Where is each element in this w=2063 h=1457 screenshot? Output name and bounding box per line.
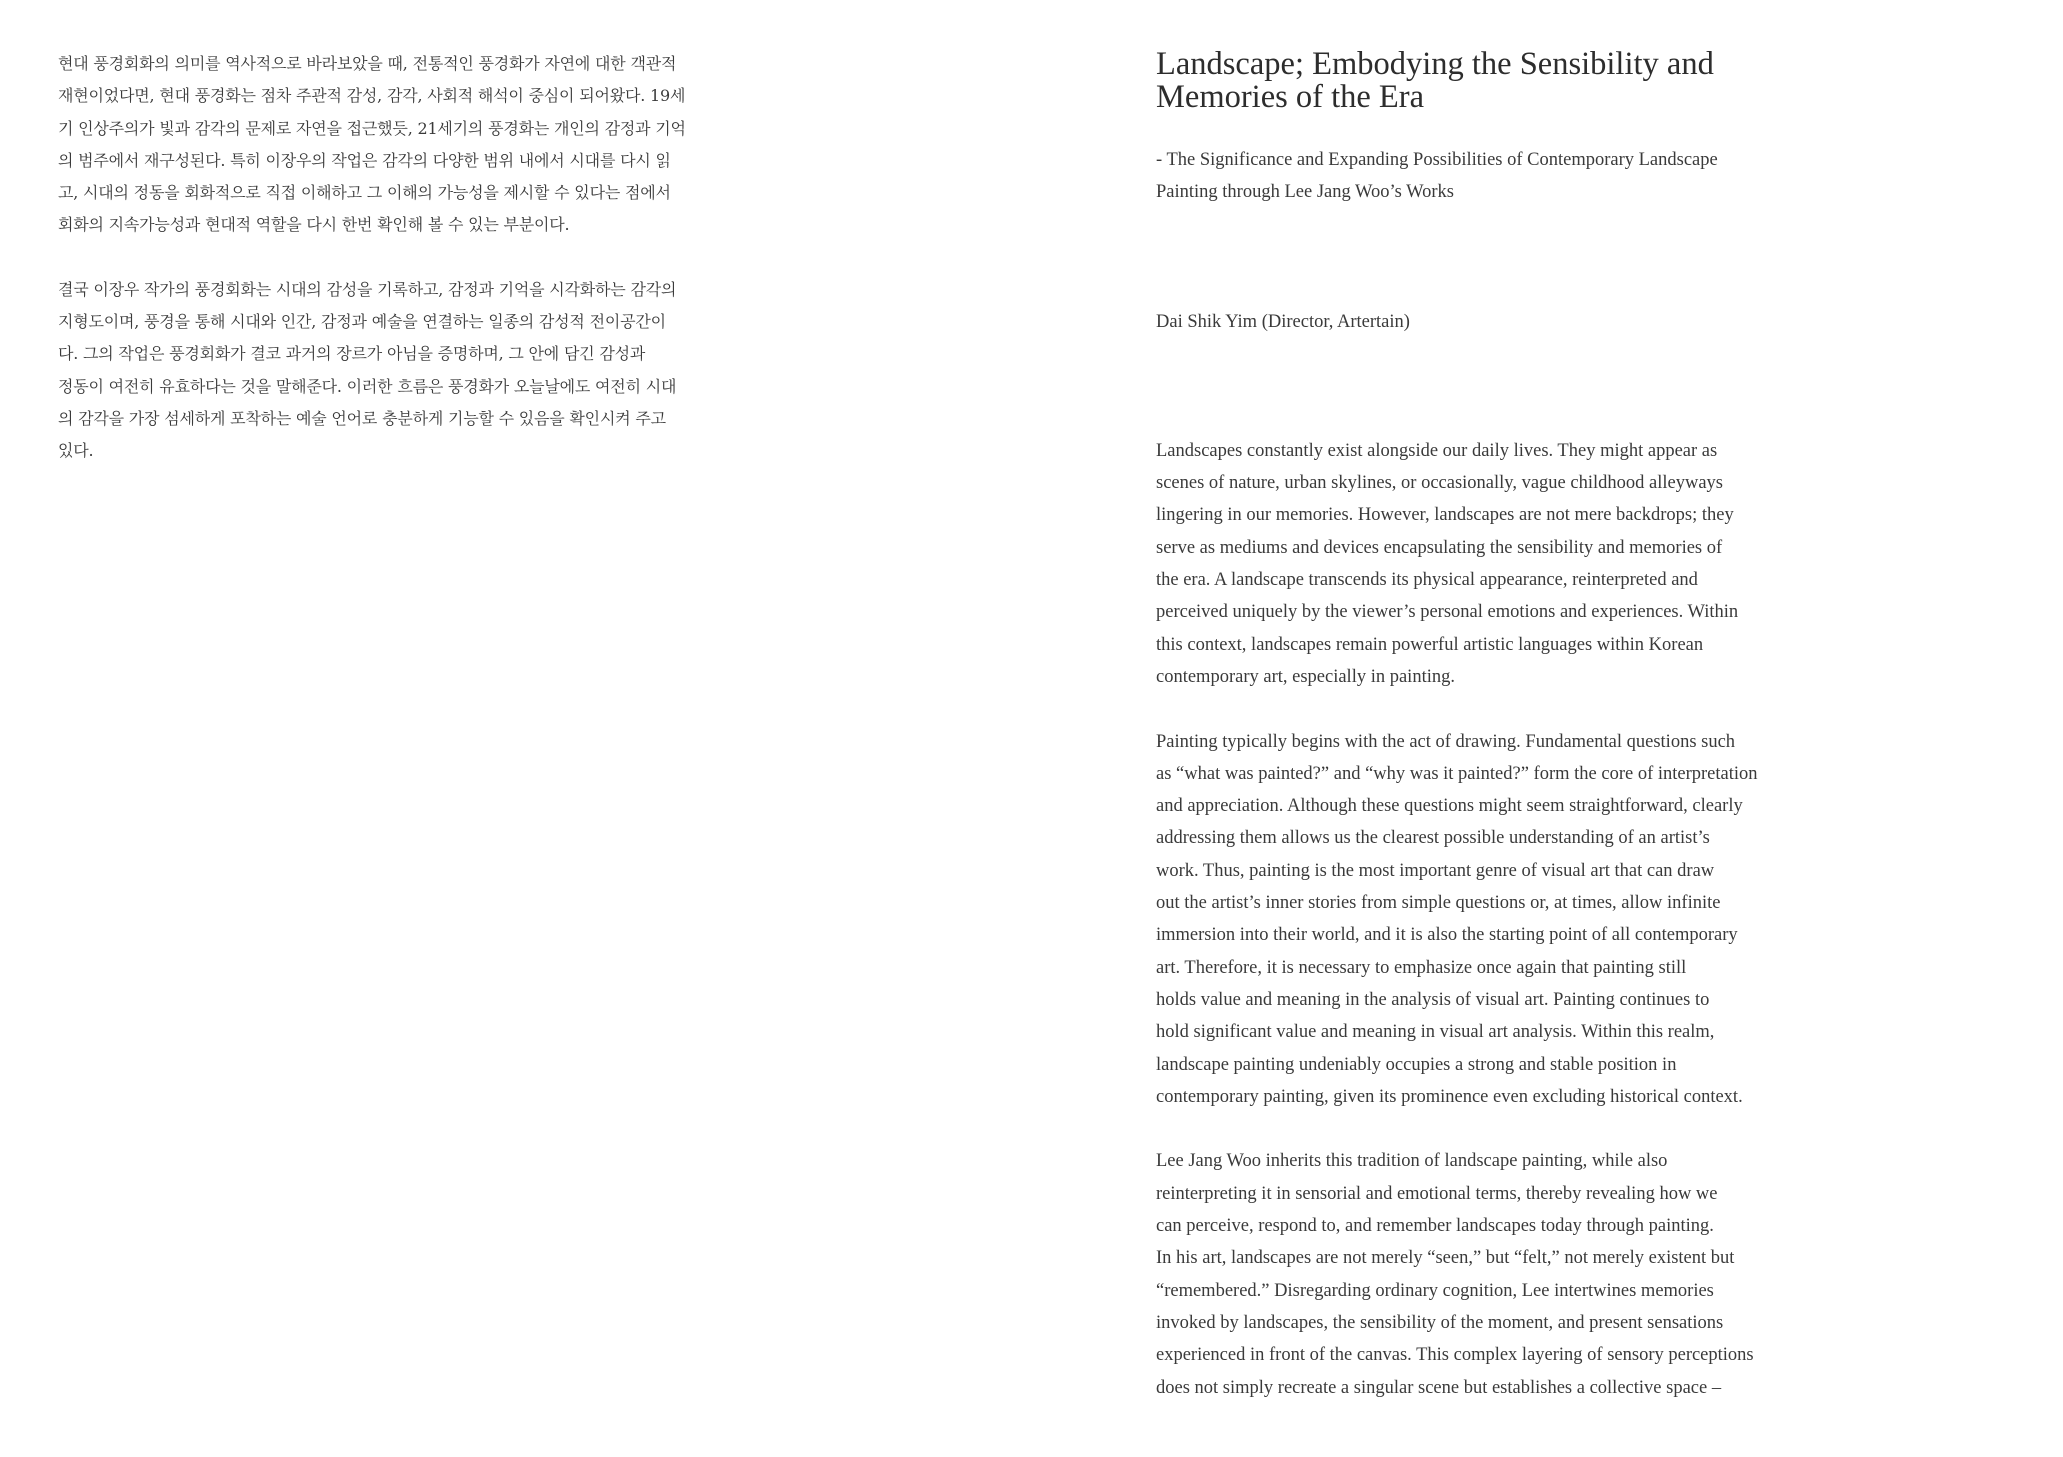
text-line: and appreciation. Although these questions might seem straightforward, clearly [1156, 796, 1743, 817]
text-line: 다. 그의 작업은 풍경회화가 결코 과거의 장르가 아님을 증명하며, 그 안에 담긴 감성과 [58, 344, 646, 364]
text-line: 결국 이장우 작가의 풍경회화는 시대의 감성을 기록하고, 감정과 기억을 시각화하는 감각의 [58, 279, 677, 299]
text-line: contemporary painting, given its prominence even excluding historical context. [1156, 1086, 1743, 1107]
text-line: perceived uniquely by the viewer’s personal emotions and experiences. Within [1156, 602, 1739, 623]
text-line: 회화의 지속가능성과 현대적 역할을 다시 한번 확인해 볼 수 있는 부분이다. [58, 215, 570, 235]
text-line: 의 감각을 가장 섬세하게 포착하는 예술 언어로 충분하게 기능할 수 있음을 확인시켜 주고 [58, 408, 666, 428]
body-paragraph-1 [1156, 435, 1816, 693]
text-line: Landscapes constantly exist alongside our daily lives. They might appear as [1156, 440, 1718, 461]
text-line: does not simply recreate a singular scene but establishes a collective space – [1156, 1377, 1722, 1398]
author-byline: Dai Shik Yim (Director, Artertain) [1156, 311, 1410, 332]
text-line: “remembered.” Disregarding ordinary cognition, Lee intertwines memories [1156, 1280, 1714, 1301]
text-line: as “what was painted?” and “why was it painted?” form the core of interpretation [1156, 763, 1758, 784]
article-body [1156, 435, 1816, 1404]
article-subtitle [1156, 144, 1816, 209]
text-line: 지형도이며, 풍경을 통해 시대와 인간, 감정과 예술을 연결하는 일종의 감성적 전이공간이 [58, 312, 666, 332]
text-line: 고, 시대의 정동을 회화적으로 직접 이해하고 그 이해의 가능성을 제시할 수 있다는 점에서 [58, 183, 671, 203]
text-line: experienced in front of the canvas. This complex layering of sensory perceptions [1156, 1345, 1754, 1366]
subtitle-line: - The Significance and Expanding Possibilities of Contemporary Landscape [1156, 150, 1718, 170]
text-line: 기 인상주의가 빛과 감각의 문제로 자연을 접근했듯, 21세기의 풍경화는 개인의 감정과 기억 [58, 118, 686, 138]
text-line: contemporary art, especially in painting. [1156, 666, 1455, 687]
text-line: In his art, landscapes are not merely “seen,” but “felt,” not merely existent but [1156, 1248, 1735, 1269]
korean-paragraph-2 [58, 274, 703, 468]
text-line: reinterpreting it in sensorial and emotional terms, thereby revealing how we [1156, 1183, 1718, 1204]
text-line: immersion into their world, and it is also the starting point of all contemporary [1156, 925, 1738, 946]
text-line: scenes of nature, urban skylines, or occasionally, vague childhood alleyways [1156, 473, 1723, 494]
text-line: holds value and meaning in the analysis of visual art. Painting continues to [1156, 989, 1710, 1010]
text-line: 의 범주에서 재구성된다. 특히 이장우의 작업은 감각의 다양한 범위 내에서 시대를 다시 읽 [58, 150, 671, 170]
right-page-english-text [1156, 48, 1816, 1436]
title-line: Memories of the Era [1156, 79, 1425, 115]
title-line: Landscape; Embodying the Sensibility and [1156, 46, 1714, 82]
subtitle-line: Painting through Lee Jang Woo’s Works [1156, 182, 1454, 203]
text-line: can perceive, respond to, and remember landscapes today through painting. [1156, 1216, 1714, 1237]
text-line: 재현이었다면, 현대 풍경화는 점차 주관적 감성, 감각, 사회적 해석이 중심이 되어왔다. 19세 [58, 86, 686, 106]
text-line: 있다. [58, 441, 94, 461]
body-paragraph-3 [1156, 1145, 1816, 1403]
text-line: out the artist’s inner stories from simple questions or, at times, allow infinite [1156, 893, 1721, 914]
text-line: work. Thus, painting is the most important genre of visual art that can draw [1156, 860, 1715, 881]
text-line: hold significant value and meaning in visual art analysis. Within this realm, [1156, 1022, 1715, 1043]
korean-paragraph-1 [58, 48, 703, 242]
text-line: Painting typically begins with the act of drawing. Fundamental questions such [1156, 731, 1736, 752]
text-line: Lee Jang Woo inherits this tradition of landscape painting, while also [1156, 1151, 1668, 1172]
text-line: invoked by landscapes, the sensibility of the moment, and present sensations [1156, 1312, 1724, 1333]
text-line: the era. A landscape transcends its physical appearance, reinterpreted and [1156, 570, 1698, 591]
left-page-korean-text [58, 48, 703, 500]
text-line: addressing them allows us the clearest possible understanding of an artist’s [1156, 828, 1710, 849]
text-line: this context, landscapes remain powerful artistic languages within Korean [1156, 634, 1704, 655]
article-title [1156, 48, 1816, 114]
body-paragraph-2 [1156, 726, 1816, 1114]
text-line: art. Therefore, it is necessary to emphasize once again that painting still [1156, 957, 1687, 978]
text-line: lingering in our memories. However, landscapes are not mere backdrops; they [1156, 505, 1734, 526]
text-line: landscape painting undeniably occupies a strong and stable position in [1156, 1054, 1677, 1075]
text-line: 정동이 여전히 유효하다는 것을 말해준다. 이러한 흐름은 풍경화가 오늘날에도 여전히 시대 [58, 376, 677, 396]
text-line: serve as mediums and devices encapsulating the sensibility and memories of [1156, 537, 1723, 558]
text-line: 현대 풍경회화의 의미를 역사적으로 바라보았을 때, 전통적인 풍경화가 자연에 대한 객관적 [58, 54, 677, 73]
